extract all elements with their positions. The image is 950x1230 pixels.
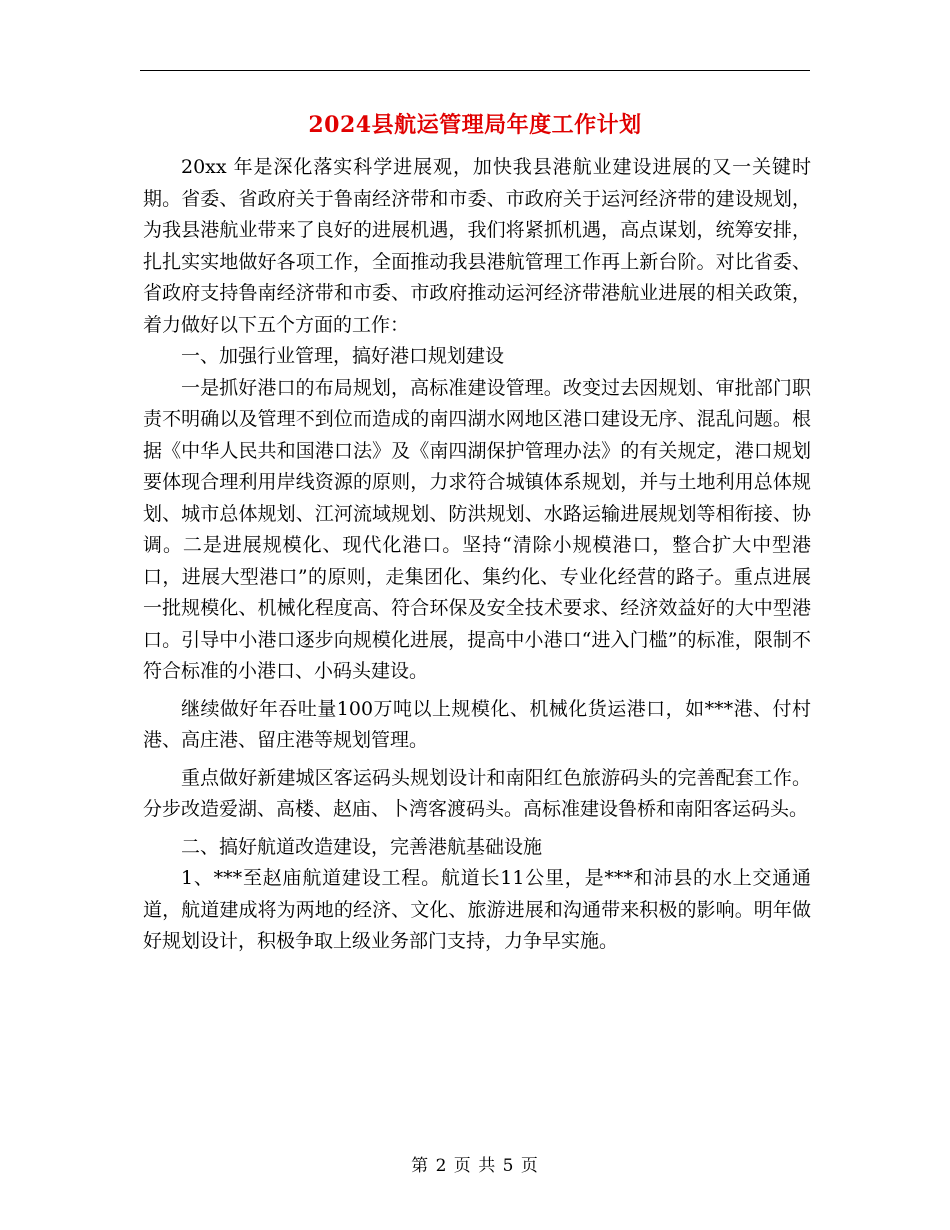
section-heading-2: 二、搞好航道改造建设，完善港航基础设施 (181, 835, 543, 858)
document-title: 2024县航运管理局年度工作计划 (308, 112, 642, 138)
paragraph-passenger-terminals: 重点做好新建城区客运码头规划设计和南阳红色旅游码头的完善配套工作。分步改造爱湖、高楼、赵庙、卜湾客渡码头。高标准建设鲁桥和南阳客运码头。 (143, 766, 811, 820)
page-number-footer: 第 2 页 共 5 页 (411, 1156, 539, 1176)
section-heading-1: 一、加强行业管理，搞好港口规划建设 (181, 345, 505, 367)
document-body (143, 152, 811, 958)
paragraph-intro: 20xx 年是深化落实科学进展观，加快我县港航业建设进展的又一关键时期。省委、省政府关于鲁南经济带和市委、市政府关于运河经济带的建设规划，为我县港航业带来了良好的进展机遇，我们将紧抓机遇，高点谋划，统筹安排，扎扎实实地做好各项工作，全面推动我县港航管理工作再上新台阶。对比省委、省政府支持鲁南经济带和市委、市政府推动运河经济带港航业进展的相关政策，着力做好以下五个方面的工作： (143, 156, 811, 336)
paragraph-channel-project: 1、***至赵庙航道建设工程。航道长11公里，是***和沛县的水上交通通道，航道建成将为两地的经济、文化、旅游进展和沟通带来积极的影响。明年做好规划设计，积极争取上级业务部门支持，力争早实施。 (143, 867, 811, 952)
paragraph-cargo-ports: 继续做好年吞吐量100万吨以上规模化、机械化货运港口，如***港、付村港、高庄港、留庄港等规划管理。 (143, 697, 811, 751)
header-rule (140, 70, 810, 71)
paragraph-port-planning: 一是抓好港口的布局规划，高标准建设管理。改变过去因规划、审批部门职责不明确以及管理不到位而造成的南四湖水网地区港口建设无序、混乱问题。根据《中华人民共和国港口法》及《南四湖保护管理办法》的有关规定，港口规划要体现合理利用岸线资源的原则，力求符合城镇体系规划，并与土地利用总体规划、城市总体规划、江河流域规划、防洪规划、水路运输进展规划等相衔接、协调。二是进展规模化、现代化港口。坚持“清除小规模港口，整合扩大中型港口，进展大型港口”的原则，走集团化、集约化、专业化经营的路子。重点进展一批规模化、机械化程度高、符合环保及安全技术要求、经济效益好的大中型港口。引导中小港口逐步向规模化进展，提高中小港口“进入门槛”的标准，限制不符合标准的小港口、小码头建设。 (143, 376, 811, 682)
